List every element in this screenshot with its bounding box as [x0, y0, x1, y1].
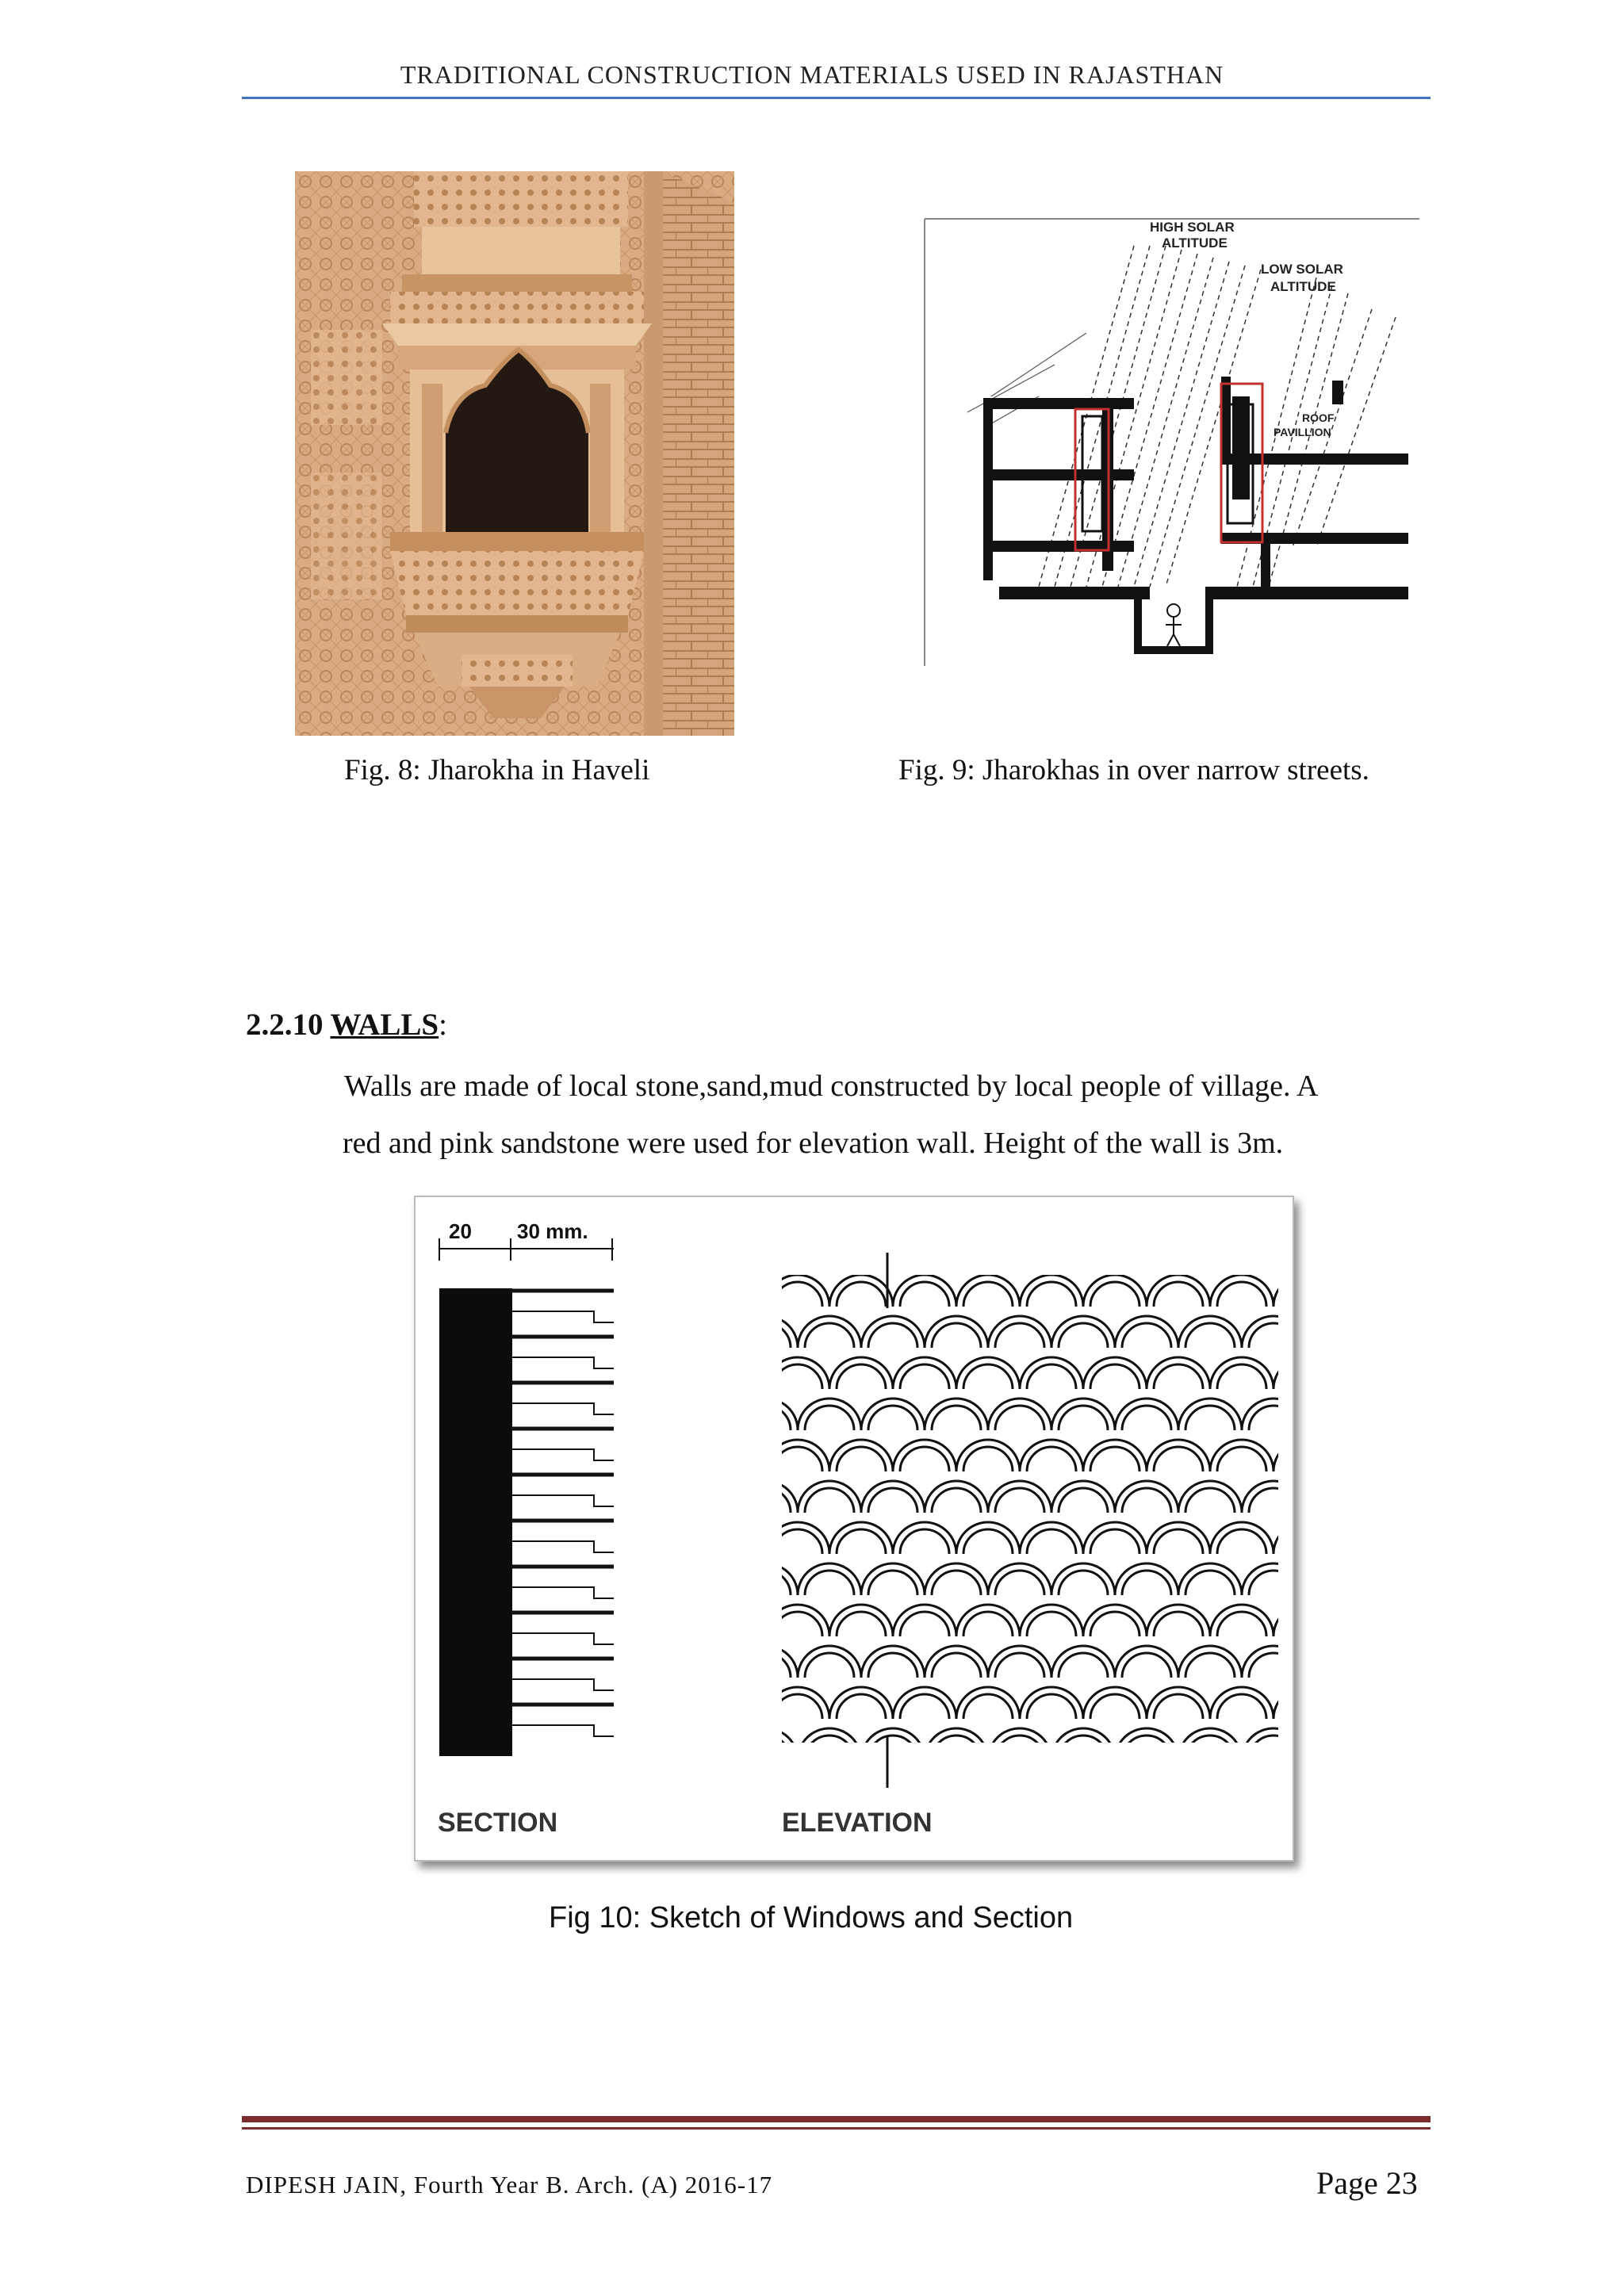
- scale-arc-inner: [1249, 1488, 1293, 1513]
- scale-arc: [1210, 1687, 1274, 1719]
- scale-arc-inner: [710, 1612, 759, 1636]
- scale-arc-inner: [1090, 1364, 1139, 1389]
- scale-arc-inner: [1154, 1694, 1203, 1719]
- scale-arc: [829, 1770, 893, 1801]
- scale-arc: [925, 1646, 988, 1678]
- scale-arc-inner: [1249, 1323, 1293, 1348]
- scale-arc-inner: [1154, 1447, 1203, 1471]
- scale-arc-inner: [773, 1694, 822, 1719]
- scale-arc-inner: [1090, 1529, 1139, 1554]
- scale-arc: [734, 1646, 798, 1678]
- scale-arc-inner: [1281, 1447, 1293, 1471]
- scale-arc-inner: [805, 1735, 854, 1760]
- scale-arc: [861, 1646, 925, 1678]
- scale-arc-inner: [1154, 1364, 1203, 1389]
- scale-arc-inner: [995, 1653, 1044, 1678]
- scale-arc-inner: [932, 1653, 981, 1678]
- scale-arc-inner: [900, 1612, 949, 1636]
- scale-arc-inner: [710, 1447, 759, 1471]
- scale-arc: [829, 1522, 893, 1554]
- scale-arc: [861, 1728, 925, 1760]
- scale-arc: [1274, 1687, 1293, 1719]
- scale-arc-inner: [1122, 1323, 1171, 1348]
- scale-arc: [1051, 1399, 1115, 1430]
- scale-arc-inner: [1185, 1323, 1235, 1348]
- scale-arc: [988, 1563, 1051, 1595]
- scale-arc-inner: [1027, 1282, 1076, 1307]
- scale-arc: [1274, 1357, 1293, 1389]
- scale-arc: [861, 1563, 925, 1595]
- section-fin-detail: [511, 1357, 614, 1368]
- scale-arc: [1083, 1687, 1147, 1719]
- section-colon: :: [439, 1008, 447, 1042]
- scale-arc-inner: [1090, 1282, 1139, 1307]
- scale-arc: [1210, 1605, 1274, 1636]
- section-fin-detail: [511, 1679, 614, 1690]
- scale-arc: [734, 1316, 798, 1348]
- scale-arc: [798, 1646, 861, 1678]
- scale-arc-inner: [1217, 1777, 1266, 1801]
- scale-arc: [956, 1770, 1020, 1801]
- scale-arc: [1178, 1399, 1242, 1430]
- scale-arc: [893, 1440, 956, 1471]
- scale-arc-inner: [805, 1653, 854, 1678]
- scale-arc-inner: [1217, 1282, 1266, 1307]
- scale-arc-inner: [837, 1364, 886, 1389]
- scale-arc-inner: [1185, 1571, 1235, 1595]
- scale-arc-inner: [1217, 1529, 1266, 1554]
- scale-arc: [1083, 1605, 1147, 1636]
- section-fin-detail: [511, 1449, 614, 1460]
- scale-arc: [1274, 1440, 1293, 1471]
- scale-arc: [1178, 1728, 1242, 1760]
- label-high-solar: HIGH SOLAR: [1150, 220, 1235, 235]
- section-fin-detail: [511, 1587, 614, 1598]
- scale-arc: [956, 1440, 1020, 1471]
- scale-arc-inner: [741, 1735, 791, 1760]
- scale-arc-inner: [868, 1323, 917, 1348]
- scale-arc-inner: [710, 1777, 759, 1801]
- scale-arc-inner: [868, 1653, 917, 1678]
- scale-arc: [829, 1275, 893, 1307]
- scale-arc-inner: [837, 1777, 886, 1801]
- scale-arc-inner: [963, 1364, 1013, 1389]
- scale-arc-inner: [773, 1364, 822, 1389]
- scale-arc: [1051, 1646, 1115, 1678]
- scale-arc-inner: [1122, 1406, 1171, 1430]
- scale-arc: [1115, 1563, 1178, 1595]
- scale-arc-inner: [1281, 1282, 1293, 1307]
- scale-arc: [1274, 1605, 1293, 1636]
- scale-arc: [861, 1481, 925, 1513]
- section-fin-detail: [511, 1311, 614, 1322]
- scale-arc-inner: [1027, 1447, 1076, 1471]
- scale-arc: [956, 1275, 1020, 1307]
- scale-arc-inner: [900, 1694, 949, 1719]
- scale-arc-inner: [741, 1653, 791, 1678]
- scale-arc-inner: [1122, 1488, 1171, 1513]
- scale-arc-inner: [773, 1282, 822, 1307]
- scale-arc: [1083, 1275, 1147, 1307]
- scale-arc-inner: [963, 1447, 1013, 1471]
- section-label: SECTION: [438, 1808, 558, 1838]
- scale-arc-inner: [1185, 1488, 1235, 1513]
- scale-arc-inner: [1154, 1612, 1203, 1636]
- scale-arc: [1210, 1770, 1274, 1801]
- scale-arc: [1147, 1770, 1210, 1801]
- scale-arc: [734, 1563, 798, 1595]
- section-fin-detail: [511, 1633, 614, 1644]
- scale-arc-inner: [710, 1364, 759, 1389]
- scale-arc-inner: [1249, 1653, 1293, 1678]
- scale-arc: [1083, 1440, 1147, 1471]
- scale-arc: [1020, 1275, 1083, 1307]
- scale-arc: [766, 1357, 829, 1389]
- scale-arc: [734, 1728, 798, 1760]
- scale-arc-inner: [710, 1529, 759, 1554]
- scale-arc-inner: [1185, 1735, 1235, 1760]
- scale-arc-inner: [1281, 1612, 1293, 1636]
- dim-20: 20: [449, 1219, 472, 1243]
- paragraph-line-2: red and pink sandstone were used for elevation wall. Height of the wall is 3m.: [343, 1127, 1284, 1160]
- scale-arc: [956, 1522, 1020, 1554]
- scale-arc: [1083, 1357, 1147, 1389]
- scale-arc-inner: [932, 1323, 981, 1348]
- scale-arc-inner: [1217, 1612, 1266, 1636]
- scale-arc-inner: [1027, 1694, 1076, 1719]
- scale-arc: [1115, 1728, 1178, 1760]
- scale-arc-inner: [1281, 1777, 1293, 1801]
- scale-arc: [1147, 1275, 1210, 1307]
- section-fin-detail: [511, 1403, 614, 1414]
- scale-arc-inner: [1122, 1571, 1171, 1595]
- scale-arc-inner: [995, 1406, 1044, 1430]
- scale-arc-inner: [837, 1447, 886, 1471]
- scale-arc-inner: [868, 1735, 917, 1760]
- running-header: TRADITIONAL CONSTRUCTION MATERIALS USED IN RAJASTHAN: [400, 60, 1224, 89]
- scale-arc-inner: [1059, 1653, 1108, 1678]
- scale-arc-inner: [868, 1488, 917, 1513]
- scale-arc-inner: [1090, 1447, 1139, 1471]
- scale-arc: [925, 1728, 988, 1760]
- scale-arc: [1051, 1316, 1115, 1348]
- scale-arc-inner: [868, 1571, 917, 1595]
- scale-arc: [925, 1316, 988, 1348]
- scale-arc: [956, 1605, 1020, 1636]
- scale-arc: [988, 1481, 1051, 1513]
- footer-rule-thin: [242, 2127, 1431, 2130]
- scale-arc-inner: [1090, 1694, 1139, 1719]
- scale-arc: [988, 1316, 1051, 1348]
- scale-arc-inner: [710, 1694, 759, 1719]
- label-high-altitude: ALTITUDE: [1162, 235, 1228, 251]
- scale-arc: [988, 1728, 1051, 1760]
- scale-arc: [893, 1357, 956, 1389]
- scale-arc-inner: [805, 1571, 854, 1595]
- scale-arc: [703, 1440, 766, 1471]
- scale-arc-inner: [741, 1323, 791, 1348]
- scale-arc: [1115, 1399, 1178, 1430]
- scale-arc-inner: [1059, 1735, 1108, 1760]
- scale-arc: [798, 1563, 861, 1595]
- scale-arc-inner: [1185, 1653, 1235, 1678]
- scale-arc-inner: [868, 1406, 917, 1430]
- scale-arc-inner: [837, 1694, 886, 1719]
- scale-arc: [893, 1770, 956, 1801]
- scale-arc: [798, 1481, 861, 1513]
- scale-arc-inner: [805, 1406, 854, 1430]
- scale-arc-inner: [1154, 1777, 1203, 1801]
- scale-arc-inner: [963, 1612, 1013, 1636]
- scale-arc: [1274, 1275, 1293, 1307]
- label-pavillion: PAVILLION: [1274, 426, 1331, 438]
- scale-arc-inner: [995, 1735, 1044, 1760]
- scale-arc: [1147, 1440, 1210, 1471]
- scale-arc-inner: [1027, 1364, 1076, 1389]
- scale-arc: [734, 1481, 798, 1513]
- scale-arc-inner: [1249, 1735, 1293, 1760]
- scale-arc: [829, 1605, 893, 1636]
- scale-arc-inner: [1059, 1571, 1108, 1595]
- scale-arc: [893, 1687, 956, 1719]
- header-rule: [242, 97, 1431, 99]
- jharokha-photo: [295, 171, 734, 736]
- scale-arc-inner: [1281, 1529, 1293, 1554]
- scale-arc: [988, 1399, 1051, 1430]
- scale-arc-inner: [1217, 1694, 1266, 1719]
- scale-arc-inner: [1154, 1282, 1203, 1307]
- section-fin-detail: [511, 1541, 614, 1552]
- scale-arc-inner: [932, 1488, 981, 1513]
- scale-arc: [703, 1275, 766, 1307]
- scale-arc: [1274, 1522, 1293, 1554]
- footer-rule: [242, 2116, 1431, 2122]
- scale-arc: [988, 1646, 1051, 1678]
- scale-arc: [766, 1440, 829, 1471]
- fig8-caption: Fig. 8: Jharokha in Haveli: [344, 754, 650, 786]
- section-fin-detail: [511, 1495, 614, 1506]
- scale-arc-inner: [900, 1529, 949, 1554]
- scale-arc: [1210, 1522, 1274, 1554]
- scale-arc-inner: [773, 1529, 822, 1554]
- scale-arc-inner: [773, 1612, 822, 1636]
- scale-arc: [1274, 1770, 1293, 1801]
- scale-arc: [1178, 1646, 1242, 1678]
- scale-arc: [1115, 1646, 1178, 1678]
- scale-arc: [829, 1687, 893, 1719]
- window-sketch-figure: [414, 1196, 1294, 1862]
- scale-arc-inner: [1059, 1406, 1108, 1430]
- scale-arc: [1083, 1770, 1147, 1801]
- scale-arc-inner: [1249, 1571, 1293, 1595]
- page-number: Page 23: [1316, 2165, 1418, 2201]
- scale-arc: [1020, 1605, 1083, 1636]
- scale-arc: [1210, 1440, 1274, 1471]
- scale-arc-inner: [1281, 1364, 1293, 1389]
- scale-arc: [703, 1770, 766, 1801]
- scale-arc: [1051, 1481, 1115, 1513]
- scale-arc: [829, 1357, 893, 1389]
- scale-arc: [766, 1275, 829, 1307]
- scale-arc-inner: [900, 1777, 949, 1801]
- scale-arc-inner: [1090, 1777, 1139, 1801]
- scale-arc: [925, 1481, 988, 1513]
- scale-arc-inner: [932, 1406, 981, 1430]
- scale-arc: [1020, 1522, 1083, 1554]
- scale-arc-inner: [1122, 1653, 1171, 1678]
- scale-arc-inner: [963, 1529, 1013, 1554]
- scale-arc-inner: [741, 1488, 791, 1513]
- scale-arc: [1115, 1316, 1178, 1348]
- section-fin-detail: [511, 1725, 614, 1736]
- scale-arc-inner: [837, 1529, 886, 1554]
- scale-arc-inner: [741, 1571, 791, 1595]
- scale-arc-inner: [1027, 1529, 1076, 1554]
- scale-arc-inner: [773, 1447, 822, 1471]
- label-low-solar: LOW SOLAR: [1261, 262, 1343, 277]
- scale-arc: [829, 1440, 893, 1471]
- scale-arc-inner: [1122, 1735, 1171, 1760]
- scale-arc: [925, 1563, 988, 1595]
- scale-arc: [734, 1399, 798, 1430]
- scale-arc: [1051, 1563, 1115, 1595]
- scale-arc: [1147, 1687, 1210, 1719]
- elevation-label: ELEVATION: [782, 1808, 933, 1838]
- scale-arc: [703, 1357, 766, 1389]
- section-heading: [246, 1007, 447, 1043]
- scale-arc-inner: [837, 1282, 886, 1307]
- label-roof: ROOF: [1302, 411, 1335, 424]
- footer-author: DIPESH JAIN, Fourth Year B. Arch. (A) 2016-17: [246, 2171, 773, 2198]
- fig10-caption: Fig 10: Sketch of Windows and Section: [549, 1901, 1074, 1934]
- scale-arc-inner: [1217, 1447, 1266, 1471]
- scale-arc: [798, 1399, 861, 1430]
- scale-arc: [1210, 1357, 1274, 1389]
- scale-arc-inner: [741, 1406, 791, 1430]
- dim-30mm: 30 mm.: [517, 1219, 588, 1243]
- scale-arc-inner: [963, 1777, 1013, 1801]
- scale-arc-inner: [1059, 1488, 1108, 1513]
- scale-arc-inner: [932, 1735, 981, 1760]
- scale-arc-inner: [710, 1282, 759, 1307]
- scale-arc-inner: [932, 1571, 981, 1595]
- scale-arc: [956, 1357, 1020, 1389]
- scale-arc-inner: [1185, 1406, 1235, 1430]
- scale-arc: [861, 1399, 925, 1430]
- scale-arc: [798, 1728, 861, 1760]
- scale-arc: [1051, 1728, 1115, 1760]
- scale-arc: [861, 1316, 925, 1348]
- scale-arc: [1147, 1522, 1210, 1554]
- section-number: 2.2.10: [246, 1008, 324, 1042]
- scale-arc: [798, 1316, 861, 1348]
- scale-arc: [766, 1522, 829, 1554]
- label-low-altitude: ALTITUDE: [1270, 279, 1336, 294]
- scale-arc-inner: [995, 1571, 1044, 1595]
- scale-arc: [1178, 1316, 1242, 1348]
- scale-arc: [893, 1605, 956, 1636]
- scale-arc-inner: [1059, 1323, 1108, 1348]
- scale-arc: [893, 1522, 956, 1554]
- scale-arc-inner: [805, 1323, 854, 1348]
- scale-arc: [766, 1687, 829, 1719]
- scale-arc: [1083, 1522, 1147, 1554]
- scale-arc-inner: [1154, 1529, 1203, 1554]
- scale-arc-inner: [963, 1694, 1013, 1719]
- scale-arc: [703, 1605, 766, 1636]
- scale-arc: [893, 1275, 956, 1307]
- scale-arc: [1242, 1728, 1293, 1760]
- scale-arc-inner: [900, 1282, 949, 1307]
- scale-arc-inner: [900, 1364, 949, 1389]
- scale-arc: [1178, 1481, 1242, 1513]
- paragraph-line-1: Walls are made of local stone,sand,mud constructed by local people of village. A: [344, 1070, 1319, 1103]
- scale-arc-inner: [1090, 1612, 1139, 1636]
- scale-arc: [1147, 1605, 1210, 1636]
- scale-arc: [956, 1687, 1020, 1719]
- scale-arc-inner: [963, 1282, 1013, 1307]
- scale-arc: [703, 1687, 766, 1719]
- scale-arc-inner: [995, 1323, 1044, 1348]
- scale-arc-inner: [995, 1488, 1044, 1513]
- scale-arc: [766, 1605, 829, 1636]
- scale-arc-inner: [805, 1488, 854, 1513]
- scale-arc-inner: [1027, 1777, 1076, 1801]
- scale-arc: [703, 1522, 766, 1554]
- scale-arc-inner: [900, 1447, 949, 1471]
- scale-arc: [1210, 1275, 1274, 1307]
- scale-arc: [1147, 1357, 1210, 1389]
- jharokha-section-diagram: [920, 214, 1419, 670]
- section-title: WALLS: [330, 1008, 439, 1042]
- scale-arc-inner: [1281, 1694, 1293, 1719]
- scale-arc-inner: [1217, 1364, 1266, 1389]
- scale-arc: [766, 1770, 829, 1801]
- fig9-caption: Fig. 9: Jharokhas in over narrow streets.: [898, 754, 1369, 786]
- scale-arc: [1020, 1687, 1083, 1719]
- scale-arc-inner: [773, 1777, 822, 1801]
- scale-arc: [1178, 1563, 1242, 1595]
- scale-arc-inner: [1249, 1406, 1293, 1430]
- scale-arc-inner: [837, 1612, 886, 1636]
- scale-arc: [1020, 1357, 1083, 1389]
- scale-arc: [1020, 1440, 1083, 1471]
- scale-arc: [1020, 1770, 1083, 1801]
- scale-arc-inner: [1027, 1612, 1076, 1636]
- scale-arc: [925, 1399, 988, 1430]
- scale-arc: [1115, 1481, 1178, 1513]
